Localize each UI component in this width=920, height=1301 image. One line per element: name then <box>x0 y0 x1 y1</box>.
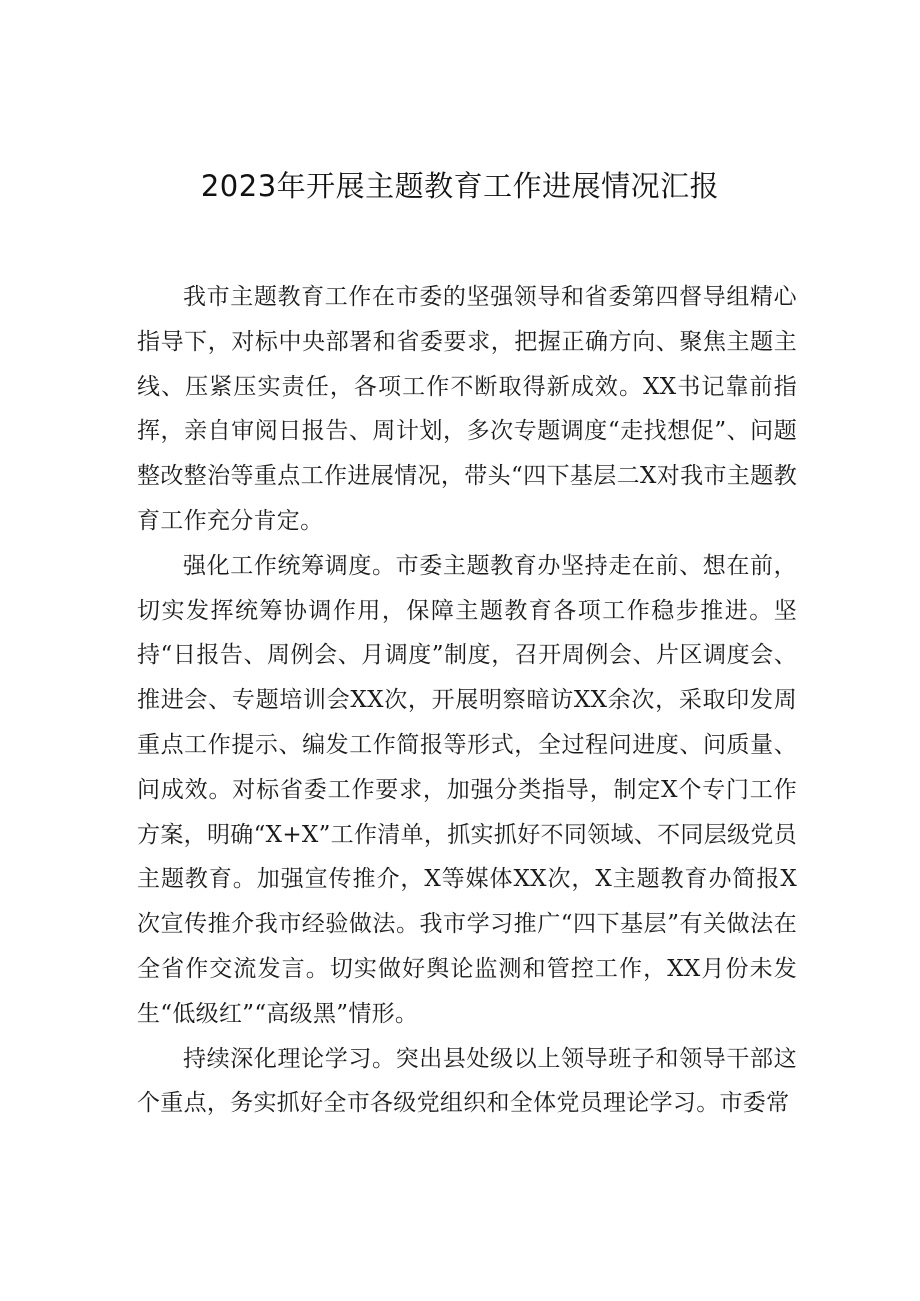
paragraph-theory-study: 持续深化理论学习。突出县处级以上领导班子和领导干部这个重点，务实抓好全市各级党组织和全体党员理论学习。市委常 <box>137 1045 797 1117</box>
paragraph-coordination: 强化工作统筹调度。市委主题教育办坚持走在前、想在前，切实发挥统筹协调作用，保障主题教育各项工作稳步推进。坚持“日报告、周例会、月调度”制度，召开周例会、片区调度会、推进会、专题培训会XX次，开展明察暗访XX余次，采取印发周重点工作提示、编发工作简报等形式，全过程问进度、问质量、问成效。对标省委工作要求，加强分类指导，制定X个专门工作方案，明确“X+X”工作清单，抓实抓好不同领域、不同层级党员主题教育。加强宣传推介，X等媒体XX次，X主题教育办简报X次宣传推介我市经验做法。我市学习推广“四下基层”有关做法在全省作交流发言。切实做好舆论监测和管控工作，XX月份未发生“低级红”“高级黑”情形。 <box>137 552 797 1027</box>
document-body <box>137 275 797 1126</box>
document-title: 2023年开展主题教育工作进展情况汇报 <box>200 169 720 203</box>
paragraph-intro: 我市主题教育工作在市委的坚强领导和省委第四督导组精心指导下，对标中央部署和省委要求，把握正确方向、聚焦主题主线、压紧压实责任，各项工作不断取得新成效。XX书记靠前指挥，亲自审阅日报告、周计划，多次专题调度“走找想促”、问题整改整治等重点工作进展情况，带头“四下基层二X对我市主题教育工作充分肯定。 <box>137 284 797 534</box>
